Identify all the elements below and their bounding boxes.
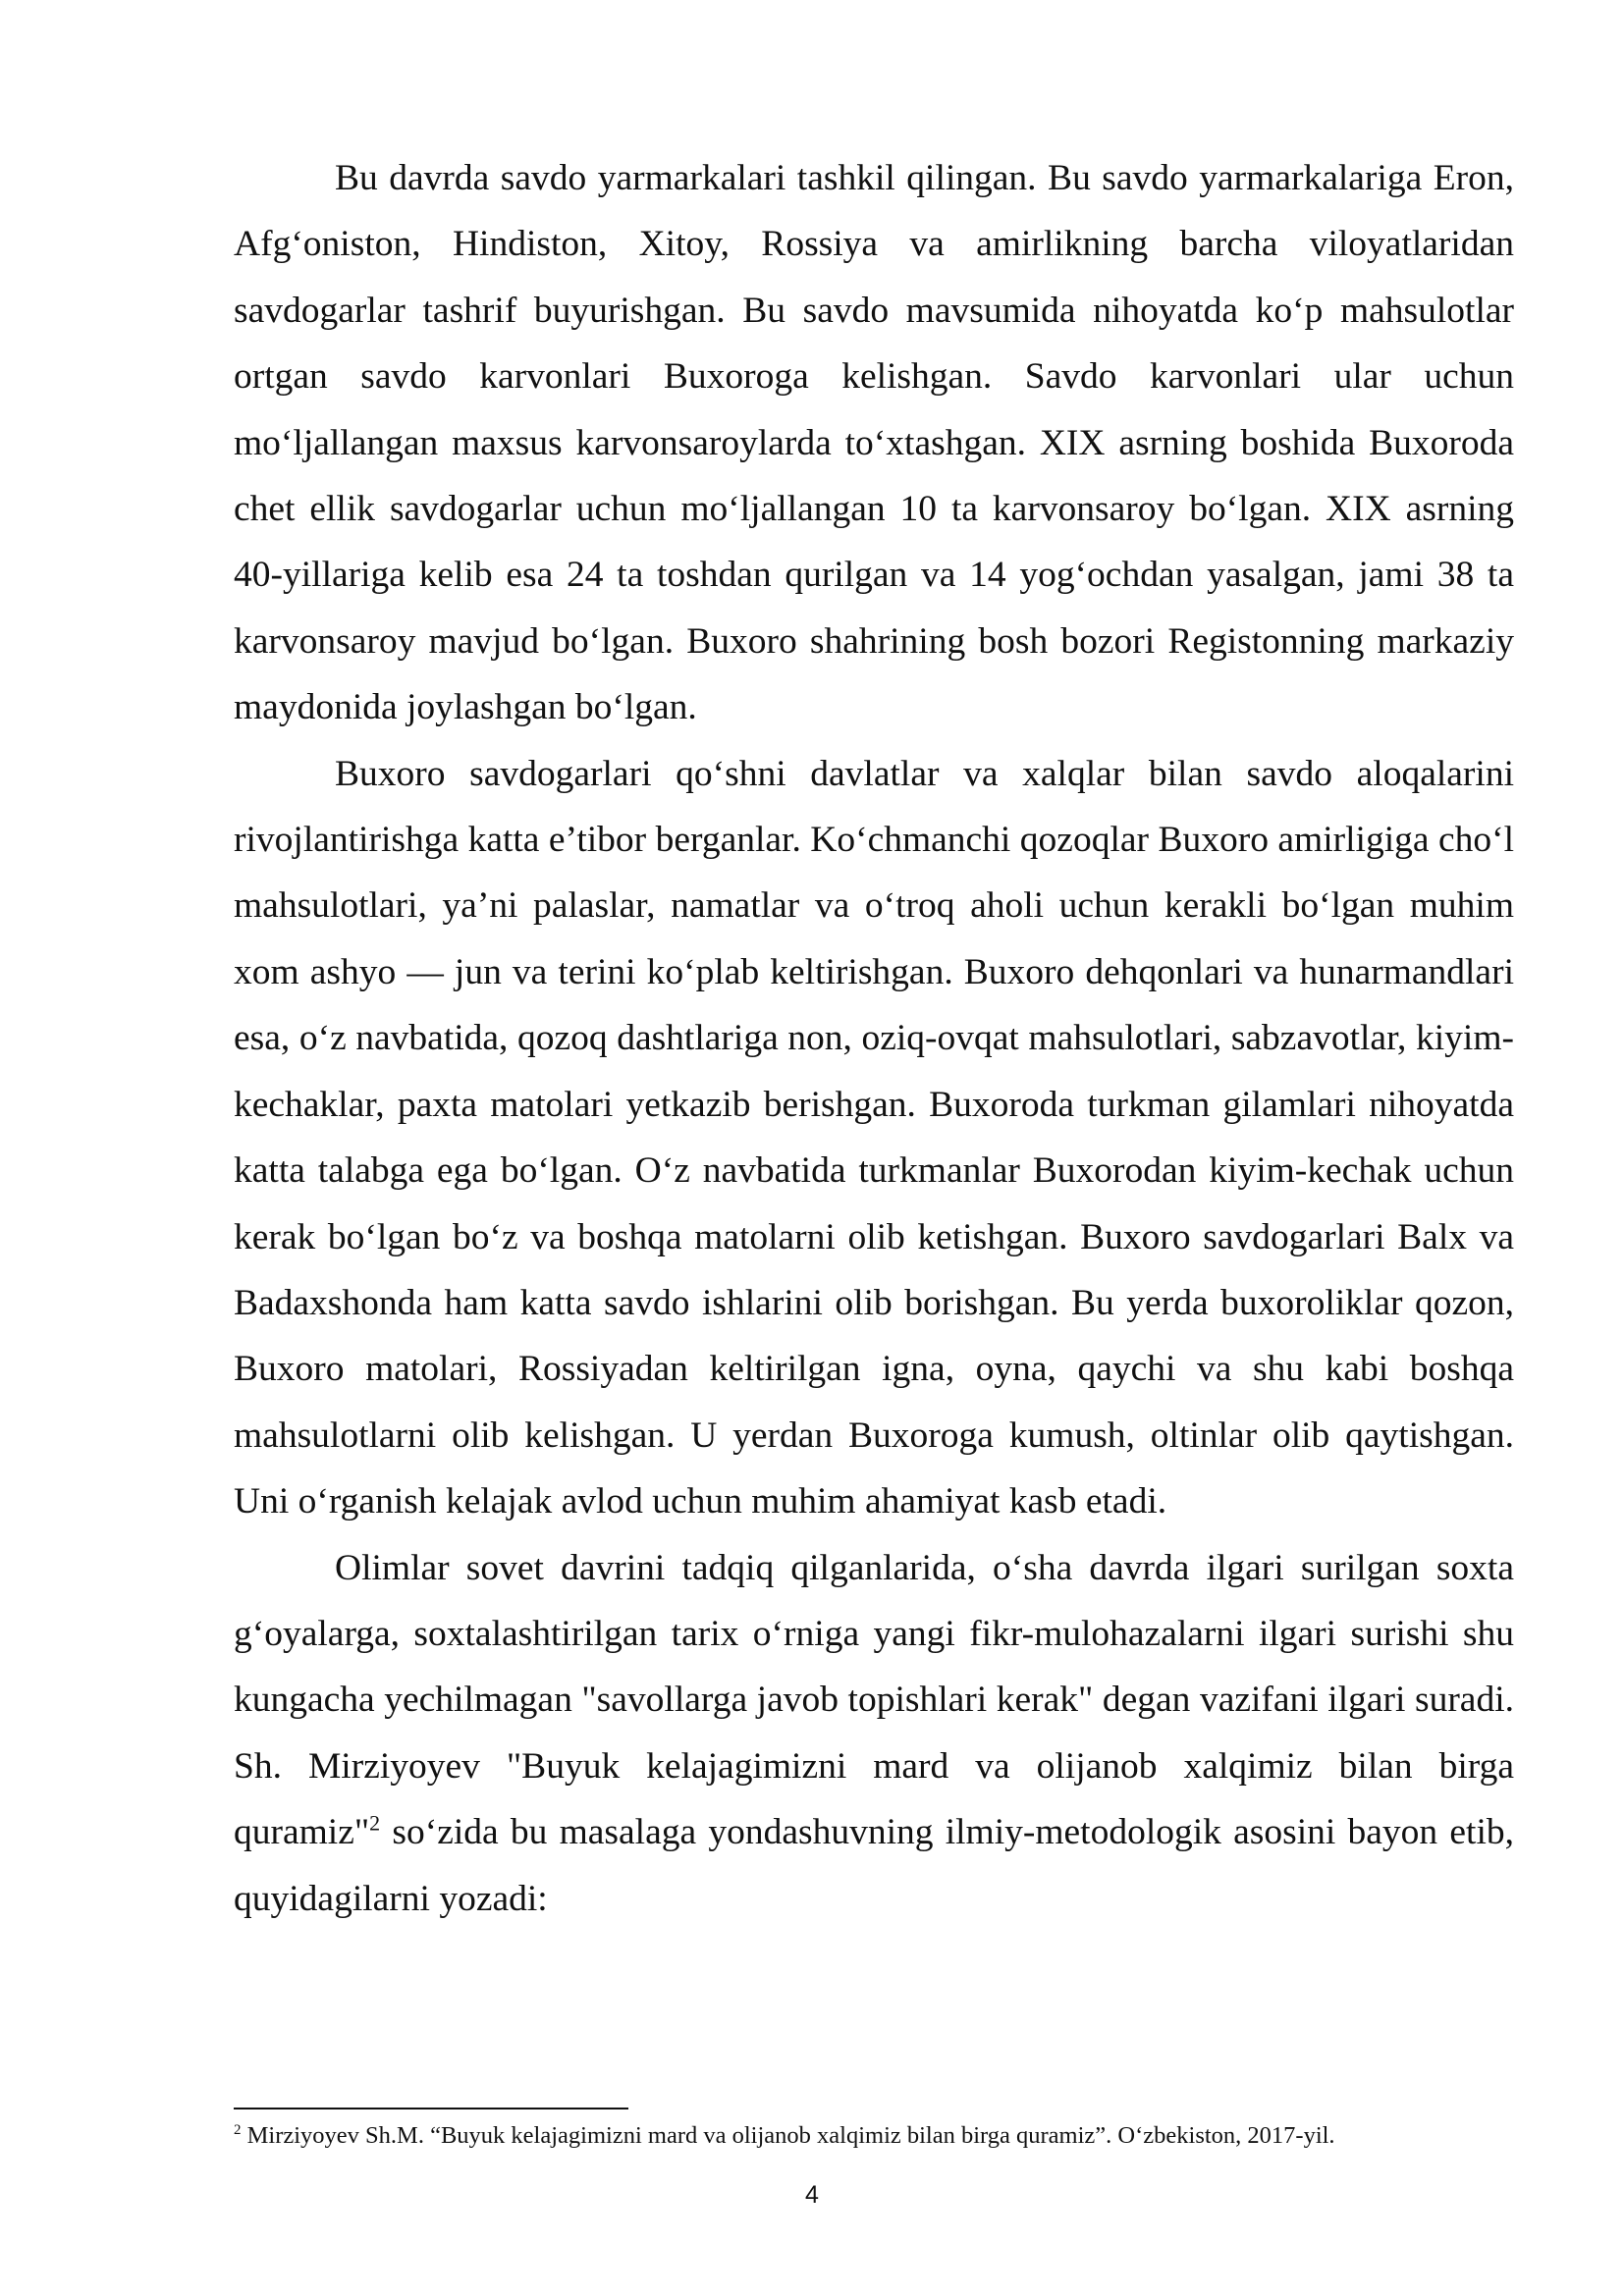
paragraph-trade-fairs: Bu davrda savdo yarmarkalari tashkil qilingan. Bu savdo yarmarkalariga Eron, Afg‘oniston, Hindiston, Xitoy, Rossiya va amirlikning barcha viloyatlaridan savdogarlar tashrif buyurishgan. Bu savdo mavsumida nihoyatda ko‘p mahsulotlar ortgan savdo karvonlari Buxoroga kelishgan. Savdo karvonlari ular uchun mo‘ljallangan maxsus karvonsaroylarda to‘xtashgan. XIX asrning boshida Buxoroda chet ellik savdogarlar uchun mo‘ljallangan 10 ta karvonsaroy bo‘lgan. XIX asrning 40-yillariga kelib esa 24 ta toshdan qurilgan va 14 yog‘ochdan yasalgan, jami 38 ta karvonsaroy mavjud bo‘lgan. Buxoro shahrining bosh bozori Registonning markaziy maydonida joylashgan bo‘lgan. — [234, 158, 1514, 728]
footnote-separator — [234, 2108, 628, 2109]
footnote — [234, 2120, 1530, 2152]
footnote-reference[interactable]: 2 — [369, 1810, 381, 1836]
page-number: 4 — [805, 2181, 819, 2209]
paragraph-text-before-mark: Olimlar sovet davrini tadqiq qilganlarida, o‘sha davrda ilgari surilgan soxta g‘oyalarga, soxtalashtirilgan tarix o‘rniga yangi fikr-mulohazalarni ilgari surishi shu kungacha yechilmagan "savollarga javob topishlari kerak" degan vazifani ilgari suradi. Sh. Mirziyoyev "Buyuk kelajagimizni mard va olijanob xalqimiz bilan birga quramiz" — [234, 1547, 1514, 1853]
paragraph-soviet-period — [234, 1535, 1514, 1932]
footnote-text: Mirziyoyev Sh.M. “Buyuk kelajagimizni mard va olijanob xalqimiz bilan birga quramiz”. O‘zbekiston, 2017-yil. — [241, 2122, 1335, 2149]
footnote-mark: 2 — [234, 2121, 242, 2138]
paragraph-text-after-mark: so‘zida bu masalaga yondashuvning ilmiy-metodologik asosini bayon etib, quyidagilarni yozadi: — [234, 1812, 1514, 1919]
paragraph-bukhara-merchants: Buxoro savdogarlari qo‘shni davlatlar va xalqlar bilan savdo aloqalarini rivojlantirishga katta e’tibor berganlar. Ko‘chmanchi qozoqlar Buxoro amirligiga cho‘l mahsulotlari, ya’ni palaslar, namatlar va o‘troq aholi uchun kerakli bo‘lgan muhim xom ashyo — jun va terini ko‘plab keltirishgan. Buxoro dehqonlari va hunarmandlari esa, o‘z navbatida, qozoq dashtlariga non, oziq-ovqat mahsulotlari, sabzavotlar, kiyim-kechaklar, paxta matolari yetkazib berishgan. Buxoroda turkman gilamlari nihoyatda katta talabga ega bo‘lgan. O‘z navbatida turkmanlar Buxorodan kiyim-kechak uchun kerak bo‘lgan bo‘z va boshqa matolarni olib ketishgan. Buxoro savdogarlari Balx va Badaxshonda ham katta savdo ishlarini olib borishgan. Bu yerda buxoroliklar qozon, Buxoro matolari, Rossiyadan keltirilgan igna, oyna, qaychi va shu kabi boshqa mahsulotlarni olib kelishgan. U yerdan Buxoroga kumush, oltinlar olib qaytishgan. Uni o‘rganish kelajak avlod uchun muhim ahamiyat kasb etadi. — [234, 753, 1514, 1522]
body-text — [234, 145, 1514, 1932]
